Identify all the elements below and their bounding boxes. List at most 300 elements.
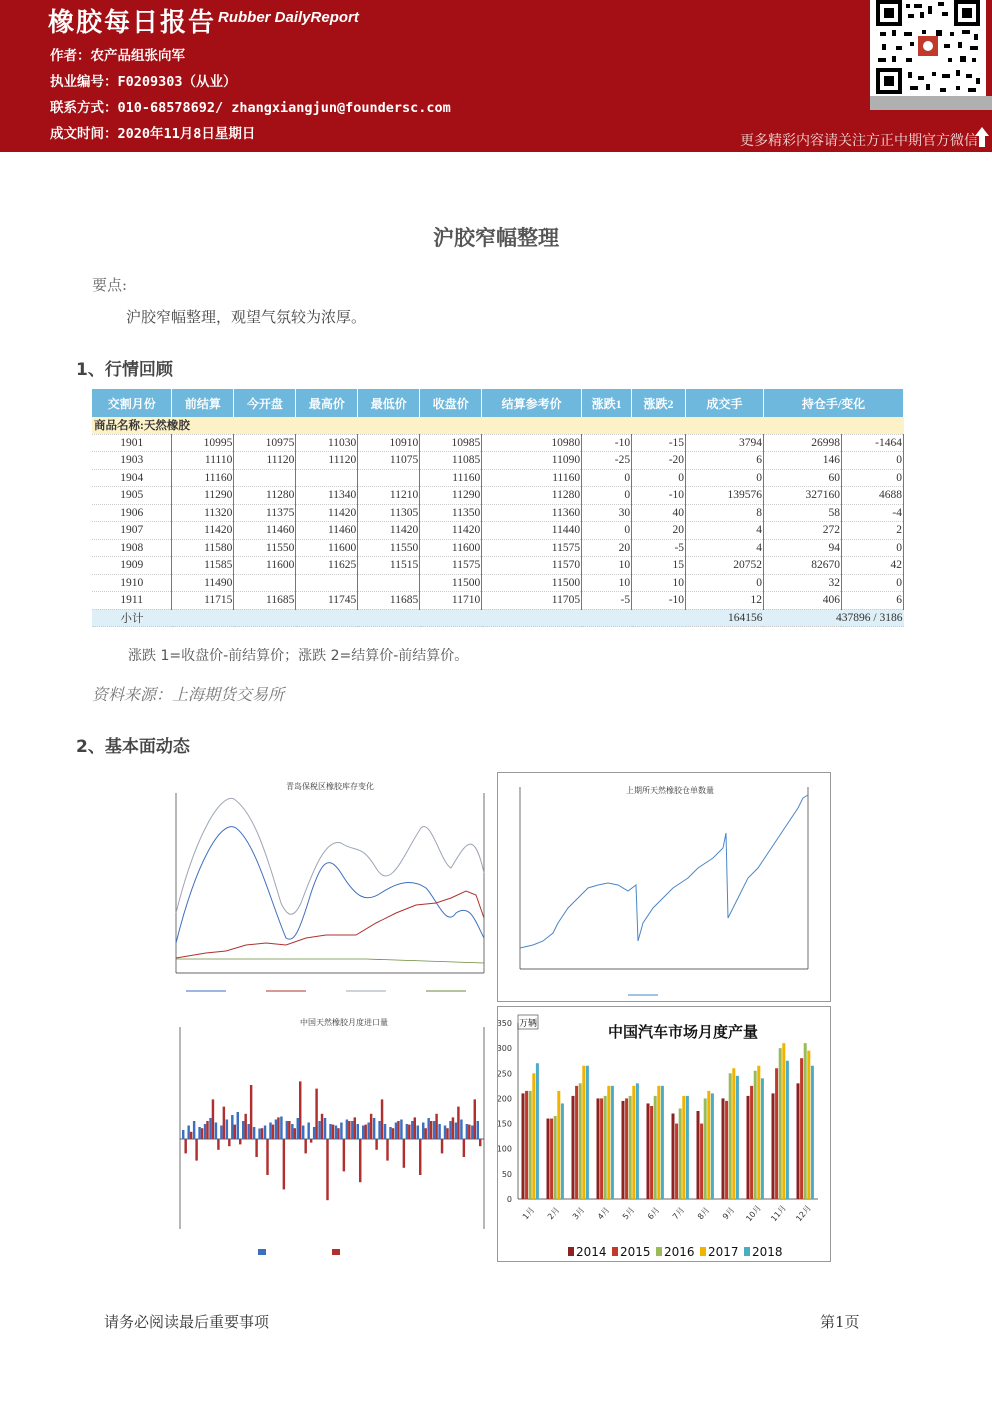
- quotes-table: [92, 389, 904, 627]
- chart-bar: [600, 1098, 603, 1199]
- table-cell: 1908: [92, 539, 172, 557]
- chart-bar: [477, 1121, 479, 1139]
- chart-bar: [223, 1107, 225, 1139]
- chart-bar: [384, 1124, 386, 1139]
- table-cell: 10995: [172, 434, 234, 452]
- date-value: 2020年11月8日星期日: [117, 126, 256, 142]
- table-cell: 11600: [420, 539, 482, 557]
- chart-bar: [800, 1058, 803, 1199]
- chart-bar: [636, 1083, 639, 1199]
- table-cell: [358, 469, 420, 487]
- chart-bar: [754, 1071, 757, 1199]
- table-cell: -10: [582, 434, 632, 452]
- table-cell: 30: [582, 504, 632, 522]
- table-cell: 11110: [172, 452, 234, 470]
- table-cell: 60: [763, 469, 841, 487]
- table-cell: -10: [632, 487, 686, 505]
- table-cell: 1907: [92, 522, 172, 540]
- table-cell: 0: [582, 522, 632, 540]
- chart-bar: [354, 1117, 356, 1139]
- table-cell: 11420: [172, 522, 234, 540]
- table-cell: 10980: [482, 434, 582, 452]
- legend-swatch: [656, 1247, 662, 1256]
- x-tick-label: 9月: [720, 1205, 737, 1222]
- subtotal-row: [92, 609, 904, 627]
- table-cell: 11575: [420, 557, 482, 575]
- chart-bar: [291, 1124, 293, 1139]
- chart-bar: [403, 1139, 405, 1168]
- contact-value: 010-68578692/ zhangxiangjun@foundersc.com: [117, 100, 451, 116]
- table-cell: -5: [582, 592, 632, 610]
- chart-bar: [529, 1091, 532, 1199]
- table-cell: 10: [582, 574, 632, 592]
- keypoints-text: 沪胶窄幅整理，观望气氛较为浓厚。: [126, 308, 367, 326]
- chart-bar: [811, 1066, 814, 1199]
- table-cell: 4688: [841, 487, 903, 505]
- y-tick-label: 50: [501, 1169, 512, 1179]
- chart-bar: [747, 1096, 750, 1199]
- table-cell: 6: [841, 592, 903, 610]
- x-tick-label: 5月: [620, 1205, 637, 1222]
- chart-bar: [682, 1096, 685, 1199]
- x-tick-label: 3月: [570, 1205, 587, 1222]
- chart-bar: [586, 1066, 589, 1199]
- table-cell: 1903: [92, 452, 172, 470]
- chart-bar: [444, 1126, 446, 1140]
- col-header: 涨跌2: [632, 389, 686, 417]
- chart-bar: [457, 1107, 459, 1139]
- table-cell: 1906: [92, 504, 172, 522]
- table-cell: 10: [582, 557, 632, 575]
- chart-bar: [579, 1083, 582, 1199]
- chart-bar: [732, 1068, 735, 1199]
- chart-bar: [190, 1132, 192, 1139]
- x-tick-label: 10月: [744, 1203, 763, 1224]
- chart-bar: [209, 1118, 211, 1139]
- date-label: 成文时间：: [50, 126, 118, 142]
- table-cell: 0: [632, 469, 686, 487]
- chart-bar: [315, 1089, 317, 1139]
- table-cell: 11160: [482, 469, 582, 487]
- chart-bar: [313, 1127, 315, 1139]
- chart-bar: [389, 1127, 391, 1139]
- chart-bar: [604, 1096, 607, 1199]
- y-tick-label: 0: [506, 1195, 512, 1204]
- contact-label: 联系方式：: [50, 100, 118, 116]
- chart-bar: [362, 1126, 364, 1140]
- chart-bar: [348, 1121, 350, 1139]
- table-row: [92, 452, 904, 470]
- table-cell: 11360: [482, 504, 582, 522]
- table-cell: 11030: [296, 434, 358, 452]
- chart-plot: [166, 773, 494, 1001]
- chart-bar: [193, 1121, 195, 1139]
- chart-bar: [561, 1103, 564, 1199]
- table-cell: 11420: [420, 522, 482, 540]
- chart-title: 青岛保税区橡胶库存变化: [286, 782, 374, 791]
- chart-bar: [324, 1118, 326, 1139]
- table-cell: 11085: [420, 452, 482, 470]
- chart-bar: [275, 1120, 277, 1140]
- qr-code-icon[interactable]: [870, 0, 986, 96]
- chart-bar: [411, 1121, 413, 1139]
- table-cell: 1905: [92, 487, 172, 505]
- table-row: [92, 487, 904, 505]
- col-header: 持仓手/变化: [763, 389, 903, 417]
- legend-swatch: [568, 1247, 574, 1256]
- chart-bar: [611, 1086, 614, 1199]
- table-cell: [234, 574, 296, 592]
- table-cell: [358, 574, 420, 592]
- chart-bar: [547, 1119, 550, 1199]
- table-cell: 58: [763, 504, 841, 522]
- keypoints-label: 要点:: [92, 276, 128, 294]
- y-tick-label: 350: [498, 1019, 512, 1028]
- table-cell: 11290: [420, 487, 482, 505]
- chart-bar: [463, 1139, 465, 1157]
- y-tick-label: 250: [498, 1069, 512, 1079]
- x-tick-label: 2月: [545, 1205, 562, 1222]
- table-cell: 11120: [234, 452, 296, 470]
- chart-bar: [234, 1125, 236, 1139]
- table-cell: 11290: [172, 487, 234, 505]
- chart-bar: [215, 1123, 217, 1140]
- chart-bar: [625, 1098, 628, 1199]
- chart-auto-production: [497, 1006, 831, 1262]
- chart-bar: [242, 1121, 244, 1139]
- author-value: 农产品组张向军: [90, 48, 185, 64]
- footer-disclaimer: 请务必阅读最后重要事项: [104, 1313, 270, 1331]
- document-title: 沪胶窄幅整理: [433, 226, 559, 250]
- chart-bar: [704, 1098, 707, 1199]
- chart-bar: [629, 1096, 632, 1199]
- table-cell: 10910: [358, 434, 420, 452]
- chart-bar: [679, 1108, 682, 1199]
- table-cell: 3794: [686, 434, 764, 452]
- follow-wechat-text[interactable]: 更多精彩内容请关注方正中期官方微信: [740, 133, 978, 149]
- legend-label: 2016: [664, 1245, 695, 1259]
- chart-qingdao-inventory: [165, 772, 495, 1002]
- chart-bar: [244, 1114, 246, 1139]
- table-cell: 11570: [482, 557, 582, 575]
- table-row: [92, 522, 904, 540]
- chart-bar: [321, 1114, 323, 1139]
- table-cell: 0: [841, 469, 903, 487]
- chart-bar: [346, 1120, 348, 1140]
- chart-bar: [239, 1139, 241, 1144]
- col-header: 交割月份: [92, 389, 172, 417]
- chart-bar: [468, 1125, 470, 1139]
- chart-bar: [247, 1124, 249, 1139]
- table-row: [92, 504, 904, 522]
- chart-bar: [375, 1139, 377, 1150]
- chart-bar: [686, 1096, 689, 1199]
- chart-bar: [729, 1073, 732, 1199]
- chart-bar: [597, 1098, 600, 1199]
- arrow-up-icon: [974, 126, 990, 148]
- chart-bar: [408, 1125, 410, 1139]
- chart-bar: [269, 1123, 271, 1140]
- table-cell: 15: [632, 557, 686, 575]
- chart-bar: [253, 1127, 255, 1139]
- table-row: [92, 469, 904, 487]
- subtotal-gap: [172, 609, 686, 627]
- legend-label: 2017: [708, 1245, 739, 1259]
- table-cell: 0: [686, 574, 764, 592]
- chart-bar: [557, 1091, 560, 1199]
- table-cell: 11075: [358, 452, 420, 470]
- table-cell: 11550: [234, 539, 296, 557]
- chart-bar: [206, 1121, 208, 1139]
- x-tick-label: 7月: [670, 1205, 687, 1222]
- chart-bar: [231, 1115, 233, 1139]
- chart-bar: [452, 1117, 454, 1139]
- date-line: [50, 122, 255, 142]
- chart-bar: [335, 1126, 337, 1140]
- table-cell: 11600: [234, 557, 296, 575]
- chart-bar: [582, 1066, 585, 1199]
- col-header: 结算参考价: [482, 389, 582, 417]
- table-cell: [234, 469, 296, 487]
- chart-bar: [427, 1118, 429, 1139]
- table-cell: 32: [763, 574, 841, 592]
- chart-bar: [340, 1123, 342, 1140]
- chart-bar: [757, 1066, 760, 1199]
- chart-bar: [286, 1121, 288, 1139]
- chart-bar: [647, 1103, 650, 1199]
- col-header: 今开盘: [234, 389, 296, 417]
- chart-bar: [266, 1139, 268, 1175]
- table-cell: 10: [632, 574, 686, 592]
- chart-bar: [357, 1124, 359, 1139]
- subtotal-open-interest: 437896 / 3186: [763, 609, 903, 627]
- chart-bar: [804, 1043, 807, 1199]
- table-cell: 11575: [482, 539, 582, 557]
- chart-bar: [386, 1139, 388, 1161]
- col-header: 最高价: [296, 389, 358, 417]
- chart-bar: [632, 1086, 635, 1199]
- chart-bar: [672, 1114, 675, 1199]
- y-tick-label: 100: [498, 1144, 512, 1154]
- x-tick-label: 12月: [794, 1203, 813, 1224]
- table-cell: -15: [632, 434, 686, 452]
- table-cell: -25: [582, 452, 632, 470]
- chart-bar: [419, 1139, 421, 1175]
- chart-bar: [299, 1081, 301, 1139]
- chart-bar: [204, 1124, 206, 1139]
- chart-title: 中国汽车市场月度产量: [608, 1023, 759, 1041]
- table-cell: [296, 469, 358, 487]
- qr-caption-strip: [870, 96, 992, 110]
- chart-bar: [417, 1126, 419, 1140]
- table-cell: -4: [841, 504, 903, 522]
- chart-bar: [307, 1123, 309, 1140]
- product-row: [92, 417, 904, 434]
- chart-bar: [711, 1093, 714, 1199]
- table-cell: 11710: [420, 592, 482, 610]
- chart-bar: [786, 1061, 789, 1199]
- table-cell: 26998: [763, 434, 841, 452]
- report-title: 橡胶每日报告: [48, 8, 217, 38]
- chart-bar: [359, 1139, 361, 1182]
- chart-bar: [607, 1086, 610, 1199]
- chart-bar: [433, 1121, 435, 1139]
- chart-bar: [435, 1114, 437, 1139]
- chart-bar: [373, 1118, 375, 1139]
- chart-bar: [438, 1124, 440, 1139]
- chart-bar: [782, 1043, 785, 1199]
- chart-bar: [228, 1139, 230, 1146]
- col-header: 涨跌1: [582, 389, 632, 417]
- table-cell: 0: [841, 574, 903, 592]
- table-cell: 11600: [296, 539, 358, 557]
- table-cell: 1910: [92, 574, 172, 592]
- chart-bar: [750, 1086, 753, 1199]
- y-tick-label: 200: [498, 1094, 512, 1104]
- chart-bar: [397, 1121, 399, 1139]
- chart-bar: [261, 1128, 263, 1139]
- table-cell: 0: [686, 469, 764, 487]
- table-cell: 11305: [358, 504, 420, 522]
- chart-bar: [226, 1120, 228, 1140]
- chart-plot: [166, 1007, 494, 1261]
- x-tick-label: 1月: [520, 1205, 537, 1222]
- table-cell: 20: [582, 539, 632, 557]
- legend-swatch: [612, 1247, 618, 1256]
- table-cell: -20: [632, 452, 686, 470]
- table-cell: 11350: [420, 504, 482, 522]
- table-cell: 1904: [92, 469, 172, 487]
- table-cell: 10985: [420, 434, 482, 452]
- chart-bar: [466, 1124, 468, 1139]
- chart-bar: [220, 1126, 222, 1140]
- table-cell: 12: [686, 592, 764, 610]
- chart-bar: [575, 1086, 578, 1199]
- table-cell: 11420: [358, 522, 420, 540]
- table-cell: 11160: [420, 469, 482, 487]
- legend-swatch: [700, 1247, 706, 1256]
- table-cell: [296, 574, 358, 592]
- table-row: [92, 557, 904, 575]
- chart-bar: [522, 1093, 525, 1199]
- table-cell: 2: [841, 522, 903, 540]
- chart-bar: [343, 1139, 345, 1171]
- table-cell: 11090: [482, 452, 582, 470]
- chart-bar: [329, 1124, 331, 1139]
- chart-bar: [622, 1101, 625, 1199]
- chart-bar: [283, 1139, 285, 1189]
- chart-bar: [414, 1117, 416, 1139]
- chart-bar: [657, 1086, 660, 1199]
- table-cell: 4: [686, 539, 764, 557]
- col-header: 成交手: [686, 389, 764, 417]
- table-note: 涨跌 1=收盘价-前结算价；涨跌 2=结算价-前结算价。: [128, 648, 469, 664]
- chart-bar: [195, 1139, 197, 1161]
- table-cell: 11460: [234, 522, 296, 540]
- chart-bar: [554, 1116, 557, 1199]
- chart-bar: [370, 1114, 372, 1139]
- chart-bar: [446, 1128, 448, 1139]
- chart-bar: [264, 1126, 266, 1140]
- table-cell: 82670: [763, 557, 841, 575]
- table-cell: 11715: [172, 592, 234, 610]
- chart-bar: [474, 1099, 476, 1139]
- author-line: [50, 44, 185, 64]
- chart-bar: [198, 1127, 200, 1139]
- chart-bar: [182, 1130, 184, 1139]
- chart-bar: [661, 1086, 664, 1199]
- table-cell: 11705: [482, 592, 582, 610]
- chart-bar: [237, 1112, 239, 1139]
- chart-bar: [212, 1099, 214, 1139]
- col-header: 收盘价: [420, 389, 482, 417]
- subtotal-label: 小计: [92, 609, 172, 627]
- chart-bar: [367, 1123, 369, 1140]
- chart-bar: [255, 1139, 257, 1157]
- chart-plot: [498, 773, 830, 1001]
- table-cell: 10975: [234, 434, 296, 452]
- table-row: [92, 539, 904, 557]
- chart-bar: [725, 1101, 728, 1199]
- table-cell: 11490: [172, 574, 234, 592]
- chart-shfe-warrants: [497, 772, 831, 1002]
- chart-bar: [761, 1078, 764, 1199]
- chart-bar: [187, 1126, 189, 1140]
- x-tick-label: 4月: [595, 1205, 612, 1222]
- table-cell: 406: [763, 592, 841, 610]
- chart-bar: [424, 1128, 426, 1139]
- chart-bar: [280, 1117, 282, 1140]
- chart-bar: [807, 1051, 810, 1199]
- chart-bar: [775, 1068, 778, 1199]
- chart-bar: [772, 1093, 775, 1199]
- chart-bar: [441, 1139, 443, 1153]
- chart-title: 中国天然橡胶月度进口量: [300, 1018, 388, 1027]
- y-tick-label: 150: [498, 1119, 512, 1129]
- page-number: 第1页: [820, 1313, 860, 1331]
- legend-swatch: [744, 1247, 750, 1256]
- chart-bar: [525, 1091, 528, 1199]
- chart-bar: [297, 1118, 299, 1139]
- chart-bar: [304, 1139, 306, 1153]
- chart-bar: [294, 1128, 296, 1139]
- chart-bar: [700, 1124, 703, 1199]
- col-header: 最低价: [358, 389, 420, 417]
- product-name: 商品名称:天然橡胶: [92, 417, 904, 434]
- table-cell: 11585: [172, 557, 234, 575]
- chart-bar: [479, 1139, 481, 1146]
- table-row: [92, 434, 904, 452]
- table-cell: 0: [582, 469, 632, 487]
- table-cell: 40: [632, 504, 686, 522]
- chart-bar: [697, 1111, 700, 1199]
- table-cell: 20: [632, 522, 686, 540]
- table-cell: 139576: [686, 487, 764, 505]
- chart-bar: [302, 1126, 304, 1140]
- table-cell: 11460: [296, 522, 358, 540]
- chart-bar: [310, 1139, 312, 1143]
- chart-plot: [498, 1007, 830, 1261]
- x-tick-label: 11月: [769, 1203, 788, 1224]
- chart-bar: [550, 1119, 553, 1199]
- table-cell: 6: [686, 452, 764, 470]
- section-heading-market-review: 1、行情回顾: [76, 360, 173, 380]
- table-cell: 1909: [92, 557, 172, 575]
- chart-bar: [460, 1120, 462, 1140]
- table-cell: 0: [841, 452, 903, 470]
- table-cell: 11550: [358, 539, 420, 557]
- chart-bar: [272, 1125, 274, 1139]
